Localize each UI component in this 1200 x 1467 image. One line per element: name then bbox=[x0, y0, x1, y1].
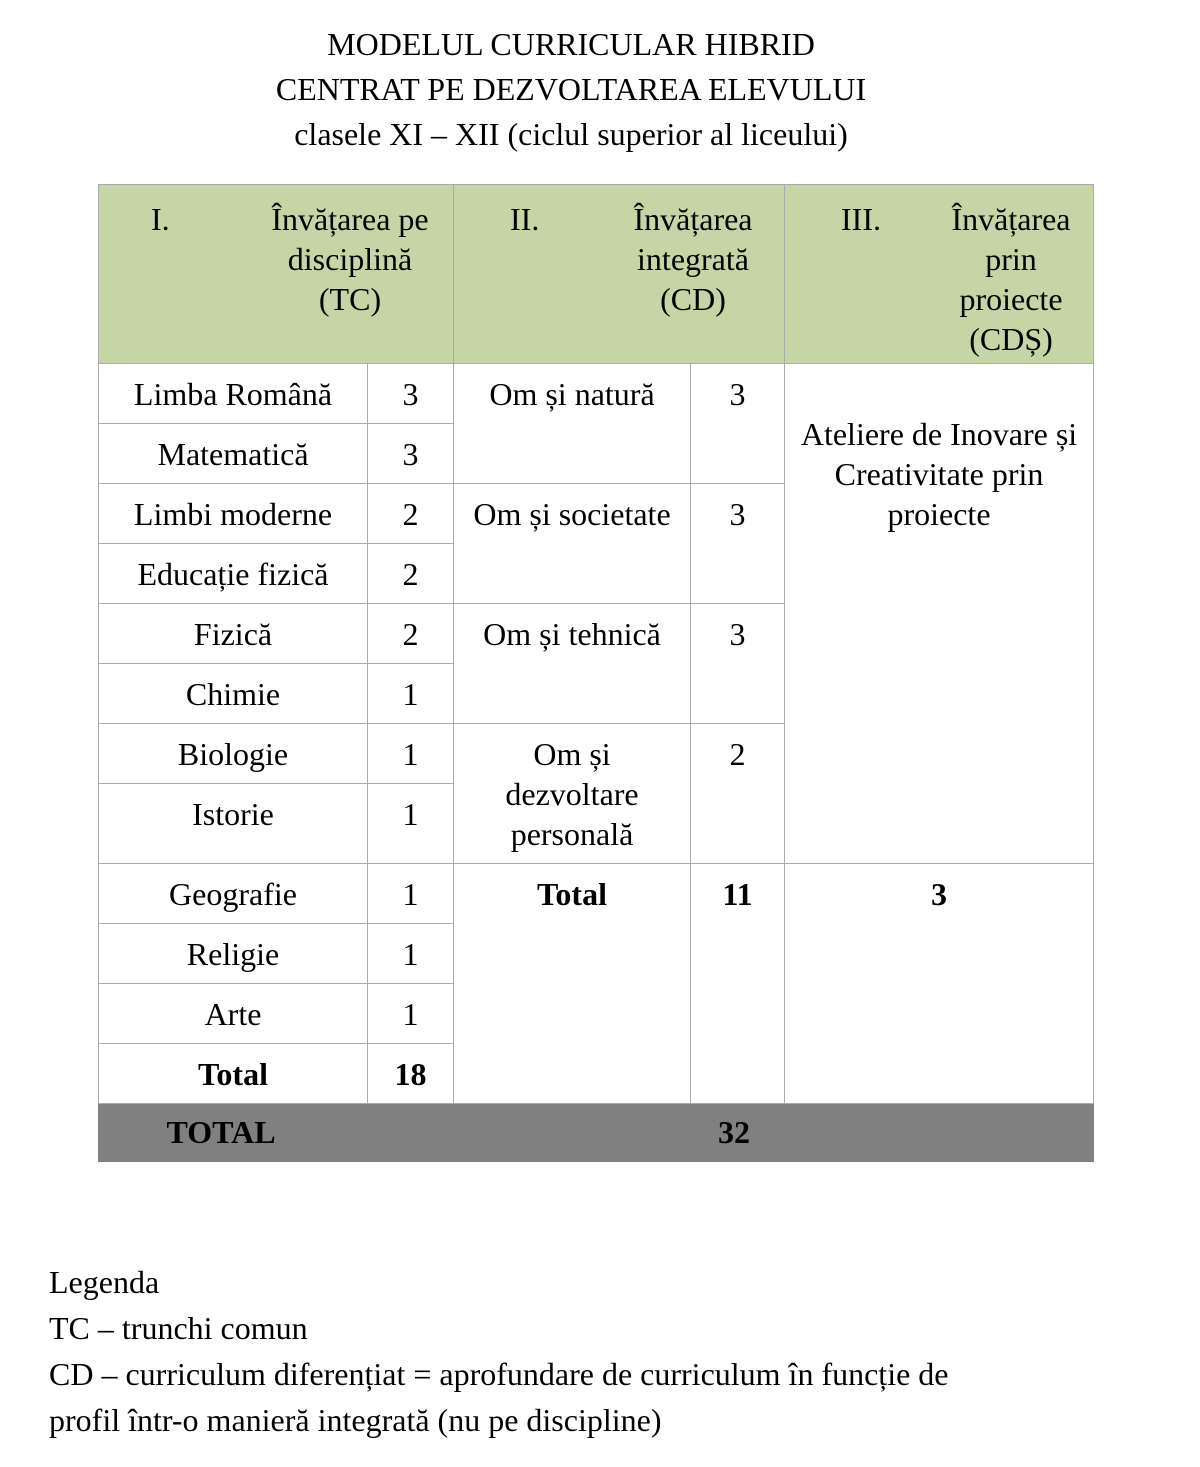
tc-hours: 1 bbox=[368, 664, 454, 724]
grand-total-value bbox=[454, 1104, 785, 1162]
header-cd-number: II. bbox=[510, 201, 540, 237]
tc-subject: Biologie bbox=[99, 724, 368, 784]
grand-total-label bbox=[99, 1104, 454, 1162]
table-row bbox=[99, 364, 1094, 424]
header-tc-text: Învățarea pe disciplină (TC) bbox=[271, 201, 429, 317]
title-line-3: clasele XI – XII (ciclul superior al liceului) bbox=[294, 116, 848, 152]
cd-hours: 2 bbox=[691, 724, 785, 864]
legend-line-2: CD – curriculum diferențiat = aprofundare de curriculum în funcție de bbox=[49, 1356, 949, 1392]
header-cds-text: Învățarea prin proiecte (CDȘ) bbox=[951, 201, 1071, 357]
title-line-2: CENTRAT PE DEZVOLTAREA ELEVULUI bbox=[275, 71, 867, 107]
tc-hours: 2 bbox=[368, 484, 454, 544]
tc-subject: Religie bbox=[99, 924, 368, 984]
header-cd bbox=[454, 185, 785, 364]
tc-subject: Arte bbox=[99, 984, 368, 1044]
tc-hours: 3 bbox=[368, 364, 454, 424]
tc-total: 18 bbox=[368, 1044, 454, 1104]
title-line-1: MODELUL CURRICULAR HIBRID bbox=[327, 26, 815, 62]
tc-hours: 1 bbox=[368, 784, 454, 864]
cd-total-label: Total bbox=[454, 864, 691, 1104]
grand-total-empty bbox=[785, 1104, 1094, 1162]
grand-total-value-text: 32 bbox=[718, 1114, 750, 1150]
grand-total-row bbox=[99, 1104, 1094, 1162]
tc-subject: Fizică bbox=[99, 604, 368, 664]
cds-total: 3 bbox=[785, 864, 1094, 1104]
tc-hours: 2 bbox=[368, 604, 454, 664]
legend-line-3: profil într-o manieră integrată (nu pe discipline) bbox=[49, 1402, 662, 1438]
header-tc-number: I. bbox=[151, 201, 170, 237]
tc-subject: Istorie bbox=[99, 784, 368, 864]
tc-hours: 2 bbox=[368, 544, 454, 604]
cd-module bbox=[454, 724, 691, 864]
document-title bbox=[0, 22, 1142, 157]
cd-module: Om și natură bbox=[454, 364, 691, 484]
tc-subject: Geografie bbox=[99, 864, 368, 924]
header-cds bbox=[785, 185, 1094, 364]
curriculum-table bbox=[98, 184, 1094, 1162]
table-row bbox=[99, 864, 1094, 924]
legend-line-1: TC – trunchi comun bbox=[49, 1310, 308, 1346]
cd-module-text: Om și dezvoltare personală bbox=[505, 736, 639, 852]
cd-module: Om și tehnică bbox=[454, 604, 691, 724]
cd-total: 11 bbox=[691, 864, 785, 1104]
legend-title: Legenda bbox=[49, 1264, 160, 1300]
tc-total-label: Total bbox=[99, 1044, 368, 1104]
cd-hours: 3 bbox=[691, 364, 785, 484]
tc-hours: 1 bbox=[368, 924, 454, 984]
header-cds-number: III. bbox=[841, 201, 881, 237]
legend bbox=[49, 1259, 1169, 1443]
tc-subject: Matematică bbox=[99, 424, 368, 484]
tc-subject: Limbi moderne bbox=[99, 484, 368, 544]
tc-subject: Chimie bbox=[99, 664, 368, 724]
tc-hours: 1 bbox=[368, 984, 454, 1044]
header-tc bbox=[99, 185, 454, 364]
tc-subject: Educație fizică bbox=[99, 544, 368, 604]
table-header-row bbox=[99, 185, 1094, 364]
cd-hours: 3 bbox=[691, 484, 785, 604]
tc-hours: 1 bbox=[368, 724, 454, 784]
tc-subject: Limba Română bbox=[99, 364, 368, 424]
tc-hours: 3 bbox=[368, 424, 454, 484]
cds-item: Ateliere de Inovare și Creativitate prin proiecte bbox=[785, 364, 1094, 864]
cd-module: Om și societate bbox=[454, 484, 691, 604]
grand-total-label-text: TOTAL bbox=[166, 1114, 276, 1150]
tc-hours: 1 bbox=[368, 864, 454, 924]
header-cd-text: Învățarea integrată (CD) bbox=[633, 201, 753, 317]
cd-hours: 3 bbox=[691, 604, 785, 724]
